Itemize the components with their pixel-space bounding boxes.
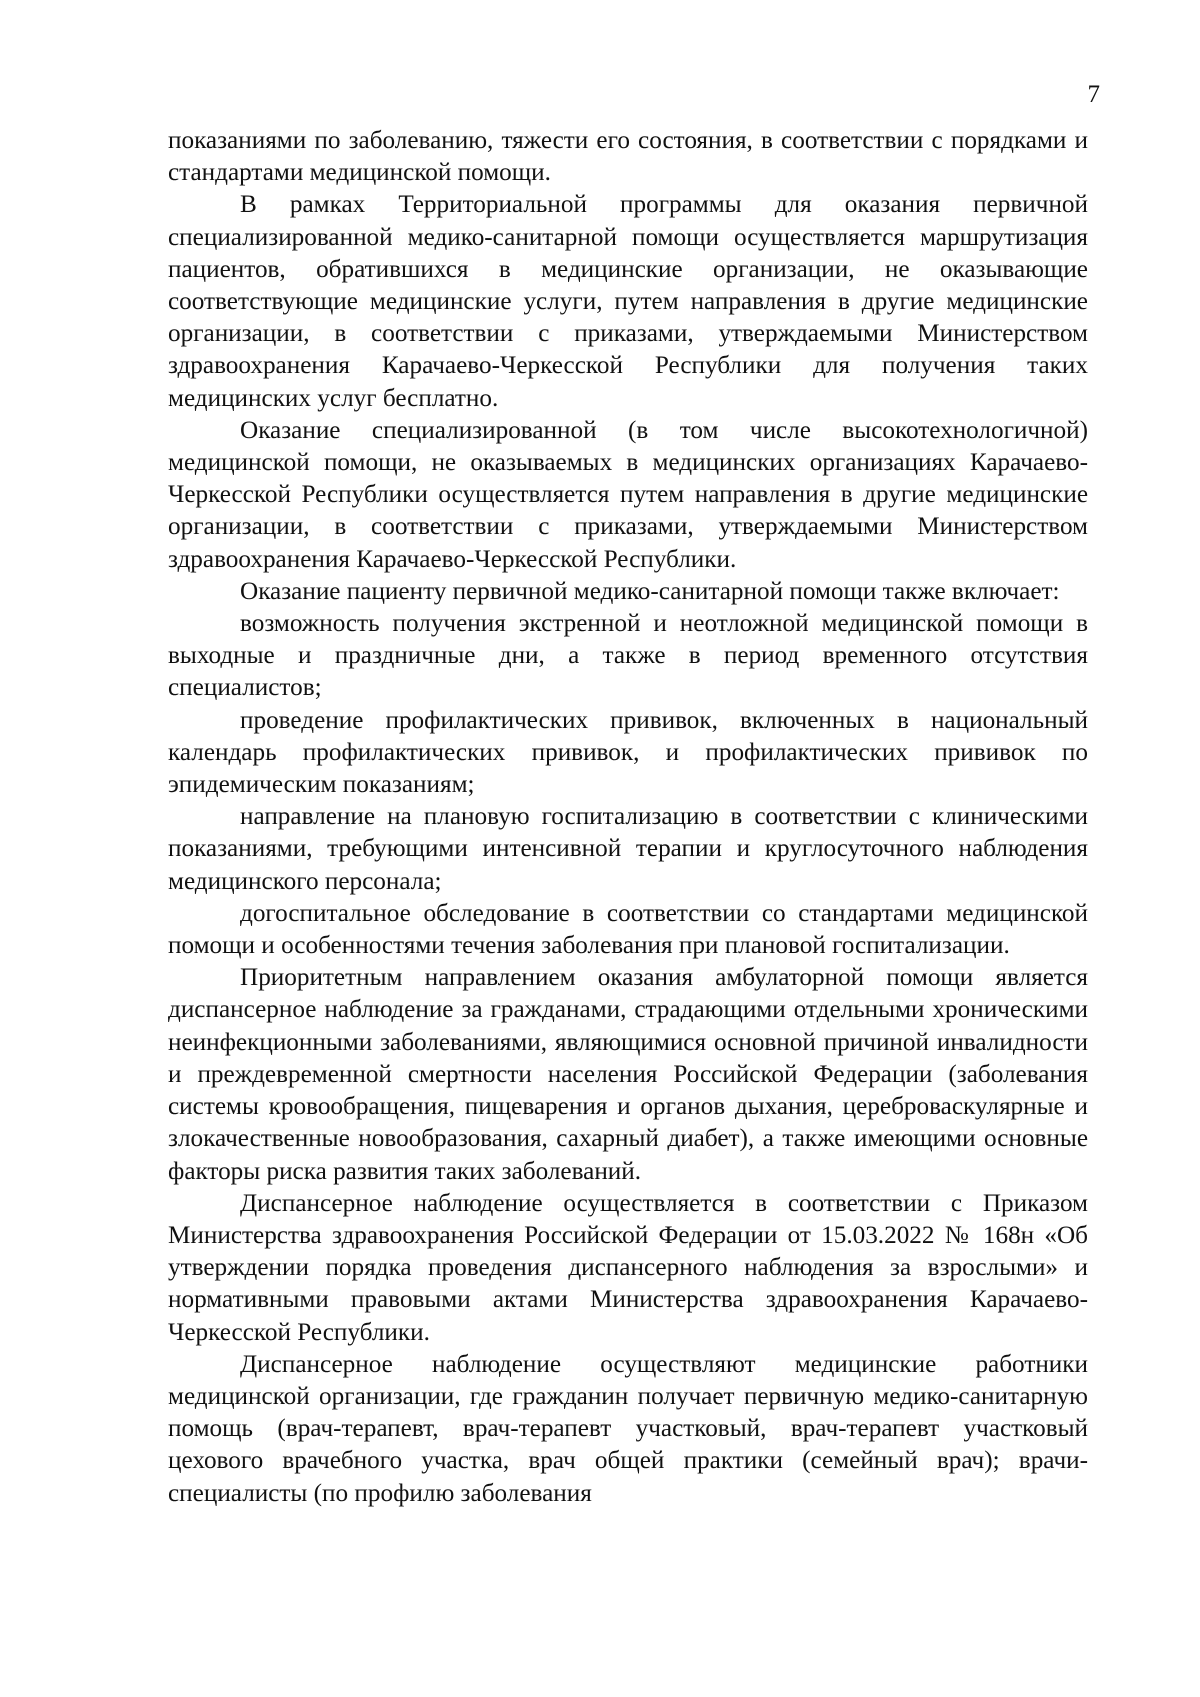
page-number: 7 [1087, 81, 1100, 108]
paragraph-7: направление на плановую госпитализацию в соответствии с клиническими показаниями, требующими интенсивной терапии и круглосуточного наблюдения медицинского персонала; [168, 803, 1088, 895]
paragraph-5: возможность получения экстренной и неотложной медицинской помощи в выходные и праздничные дни, а также в период временного отсутствия специалистов; [168, 610, 1088, 702]
paragraph-8: догоспитальное обследование в соответствии со стандартами медицинской помощи и особенностями течения заболевания при плановой госпитализации. [168, 899, 1088, 960]
paragraph-10: Диспансерное наблюдение осуществляется в соответствии с Приказом Министерства здравоохранения Российской Федерации от 15.03.2022 № 168н «Об утверждении порядка проведения диспансерного наблюдения за взрослыми» и нормативными правовыми актами Министерства здравоохранения Карачаево-Черкесской Республики. [168, 1189, 1088, 1346]
paragraph-1: показаниями по заболеванию, тяжести его состояния, в соответствии с порядками и стандартами медицинской помощи. [168, 127, 1088, 187]
document-body [168, 125, 1088, 1510]
paragraph-2: В рамках Территориальной программы для оказания первичной специализированной медико-санитарной помощи осуществляется маршрутизация пациентов, обратившихся в медицинские организации, не оказывающие соответствующие медицинские услуги, путем направления в другие медицинские организации, в соответствии с приказами, утверждаемыми Министерством здравоохранения Карачаево-Черкесской Республики для получения таких медицинских услуг бесплатно. [168, 191, 1088, 412]
paragraph-11: Диспансерное наблюдение осуществляют медицинские работники медицинской организации, где гражданин получает первичную медико-санитарную помощь (врач-терапевт, врач-терапевт участковый, врач-терапевт участковый цехового врачебного участка, врач общей практики (семейный врач); врачи-специалисты (по профилю заболевания [168, 1350, 1088, 1507]
paragraph-3: Оказание специализированной (в том числе высокотехнологичной) медицинской помощи, не оказываемых в медицинских организациях Карачаево-Черкесской Республики осуществляется путем направления в другие медицинские организации, в соответствии с приказами, утверждаемыми Министерством здравоохранения Карачаево-Черкесской Республики. [168, 416, 1088, 573]
paragraph-6: проведение профилактических прививок, включенных в национальный календарь профилактических прививок, и профилактических прививок по эпидемическим показаниям; [168, 706, 1088, 799]
paragraph-9: Приоритетным направлением оказания амбулаторной помощи является диспансерное наблюдение за гражданами, страдающими отдельными хроническими неинфекционными заболеваниями, являющимися основной причиной инвалидности и преждевременной смертности населения Российской Федерации (заболевания системы кровообращения, пищеварения и органов дыхания, цереброваскулярные и злокачественные новообразования, сахарный диабет), а также имеющими основные факторы риска развития таких заболеваний. [168, 964, 1088, 1185]
paragraph-4: Оказание пациенту первичной медико-санитарной помощи также включает: [240, 577, 1060, 605]
